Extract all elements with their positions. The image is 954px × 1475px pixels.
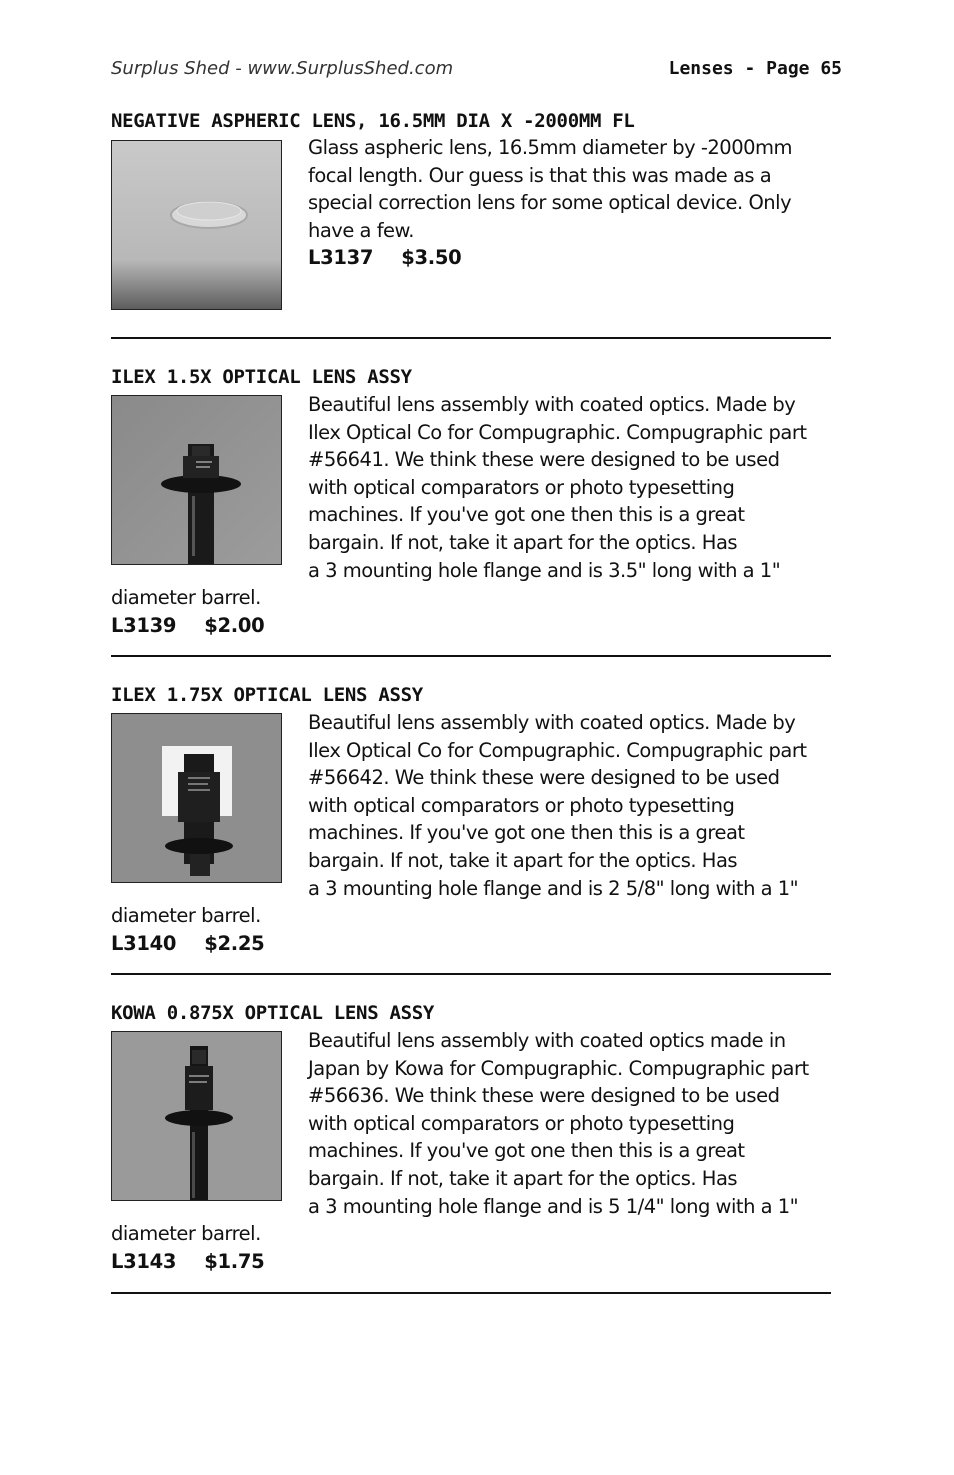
header-page: Lenses - Page 65 xyxy=(668,58,842,79)
product-photo-lens-assy xyxy=(111,713,282,883)
divider xyxy=(111,973,831,975)
sku: L3139 xyxy=(111,614,177,637)
divider xyxy=(111,655,831,657)
sku: L3137 xyxy=(308,246,374,269)
price: $2.25 xyxy=(204,932,265,955)
header-site: Surplus Shed - www.SurplusShed.com xyxy=(111,58,454,79)
product-description: Glass aspheric lens, 16.5mm diameter by -2000mm focal length. Our guess is that this was made as a special correction lens for some optical device. Only have a few. xyxy=(308,136,792,242)
product-description-continued: diameter barrel. xyxy=(111,586,261,609)
product-description: Beautiful lens assembly with coated optics made in Japan by Kowa for Compugraphic. Compugraphic part #56636. We think these were designed to be used with optical comparators or photo typesetting machines. If you've got one then this is a great bargain. If not, take it apart for the optics. Has a 3 mounting hole flange and is 5 1/4" long with a 1" xyxy=(308,1029,809,1218)
product-sku-price xyxy=(308,246,461,269)
product-sku-price xyxy=(111,932,264,955)
price: $3.50 xyxy=(401,246,462,269)
product-description-continued: diameter barrel. xyxy=(111,904,261,927)
divider xyxy=(111,1292,831,1294)
lens-assembly-image xyxy=(112,714,282,883)
product-title: KOWA 0.875X OPTICAL LENS ASSY xyxy=(111,1002,435,1024)
product-sku-price xyxy=(111,1250,264,1273)
price: $1.75 xyxy=(204,1250,265,1273)
lens-assembly-image xyxy=(112,1032,282,1201)
product-description: Beautiful lens assembly with coated optics. Made by Ilex Optical Co for Compugraphic. Compugraphic part #56641. We think these were designed to be used with optical comparators or photo typesetting machines. If you've got one then this is a great bargain. If not, take it apart for the optics. Has a 3 mounting hole flange and is 3.5" long with a 1" xyxy=(308,393,807,582)
sku: L3140 xyxy=(111,932,177,955)
product-sku-price xyxy=(111,614,264,637)
price: $2.00 xyxy=(204,614,265,637)
aspheric-lens-image xyxy=(112,141,282,310)
product-photo-lens-assy xyxy=(111,1031,282,1201)
product-photo-aspheric-lens xyxy=(111,140,282,310)
lens-assembly-image xyxy=(112,396,282,565)
product-title: NEGATIVE ASPHERIC LENS, 16.5MM DIA X -2000MM FL xyxy=(111,110,635,132)
product-description: Beautiful lens assembly with coated optics. Made by Ilex Optical Co for Compugraphic. Compugraphic part #56642. We think these were designed to be used with optical comparators or photo typesetting machines. If you've got one then this is a great bargain. If not, take it apart for the optics. Has a 3 mounting hole flange and is 2 5/8" long with a 1" xyxy=(308,711,807,900)
divider xyxy=(111,337,831,339)
product-title: ILEX 1.5X OPTICAL LENS ASSY xyxy=(111,366,412,388)
product-title: ILEX 1.75X OPTICAL LENS ASSY xyxy=(111,684,423,706)
product-description-continued: diameter barrel. xyxy=(111,1222,261,1245)
product-photo-lens-assy xyxy=(111,395,282,565)
sku: L3143 xyxy=(111,1250,177,1273)
